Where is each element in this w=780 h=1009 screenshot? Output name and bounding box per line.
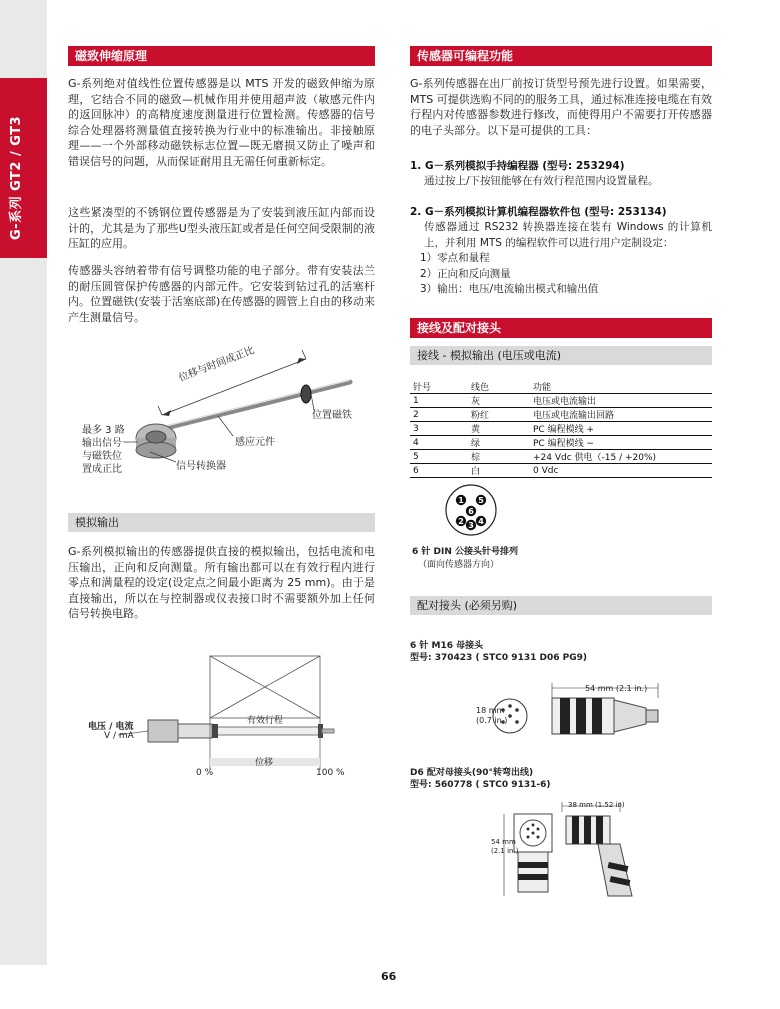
paragraph-head: 传感器头容纳着带有信号调整功能的电子部分。带有安装法兰的耐压圆管保护传感器的内部元件。它安装到钻过孔的活塞杆内。位置磁铁(安装于活塞底部)在传感器的圆管上自由的移动来产生测量信号。: [68, 264, 375, 324]
dim-line: 54 mm: [491, 838, 516, 846]
sensor-head: [136, 424, 176, 458]
connector-1-model: 型号: 370423 ( STC0 9131 D06 PG9): [410, 653, 587, 663]
cell-color: 黄: [468, 422, 530, 436]
label-position-magnet: 位置磁铁: [312, 410, 352, 421]
label-displacement: 位移: [255, 758, 274, 768]
position-magnet: [301, 385, 311, 403]
table-row: [410, 436, 712, 450]
cell-function: 电压或电流输出回路: [530, 408, 712, 422]
label-effective-stroke: 有效行程: [247, 716, 284, 726]
connector-2-width: 38 mm (1.52 in): [568, 801, 625, 809]
din-caption: 6 针 DIN 公接头针号排列: [412, 547, 519, 557]
cell-color: 白: [468, 464, 530, 478]
label-outputs-line: 与磁铁位: [82, 451, 122, 462]
connector-1-diameter: [476, 706, 507, 726]
heading-analog-output: 模拟输出: [68, 513, 375, 532]
table-row: [410, 464, 712, 478]
dim-line: 18 mm: [476, 706, 505, 715]
label-zero-percent: 0 %: [196, 768, 214, 778]
cell-pin: 5: [410, 450, 468, 464]
connector-1-title: 6 针 M16 母接头: [410, 641, 484, 651]
tool-2-body: 传感器通过 RS232 转换器连接在装有 Windows 的计算机上，并利用 MTS 的编程软件可以进行用户定制设定：: [424, 221, 712, 249]
connector-2-model: 型号: 560778 ( STC0 9131-6): [410, 780, 551, 790]
label-voltage-current: 电压 / 电流: [88, 722, 134, 732]
dim-line: (0.7 in.): [476, 716, 508, 725]
cell-pin: 4: [410, 436, 468, 450]
analog-output-diagram: [68, 650, 375, 780]
paragraph-programmable: G-系列传感器在出厂前按订货型号预先进行设置。如果需要，MTS 可提供选购不同的的服务工具，通过标准连接电缆在有效行程内对传感器参数进行修改，而使得用户不需要打开传感器的电子头部分。以下是可提供的工具：: [410, 77, 712, 137]
wiring-table-header: [410, 380, 712, 394]
cell-pin: 1: [410, 394, 468, 408]
cell-pin: 6: [410, 464, 468, 478]
cell-function: 电压或电流输出: [530, 394, 712, 408]
connector-2-side: [566, 816, 632, 896]
col-color: 线色: [468, 380, 530, 394]
cell-pin: 3: [410, 422, 468, 436]
din-pin-label: 2: [458, 517, 464, 526]
label-units: V / mA: [104, 731, 134, 741]
cell-function: PC 编程模线 +: [530, 422, 712, 436]
label-sensing-element: 感应元件: [235, 437, 275, 448]
label-hundred-percent: 100 %: [316, 768, 345, 778]
page-number: 66: [381, 970, 397, 983]
din-pin-label: 6: [468, 507, 474, 516]
din-caption-sub: （面向传感器方向）: [418, 560, 500, 570]
label-outputs-line: 输出信号: [82, 438, 122, 449]
tool-2-list: [420, 251, 708, 298]
table-row: [410, 450, 712, 464]
label-outputs: [82, 424, 125, 476]
label-signal-converter: 信号转换器: [176, 461, 226, 472]
heading-magnetostriction: 磁致伸缩原理: [68, 46, 375, 66]
connector-1-length: 54 mm (2.1 in.): [585, 684, 648, 693]
cell-color: 粉红: [468, 408, 530, 422]
table-row: [410, 408, 712, 422]
heading-wiring: 接线及配对接头: [410, 318, 712, 338]
tool-1-title: 1. G－系列模拟手持编程器 (型号: 253294): [410, 160, 625, 172]
cell-color: 绿: [468, 436, 530, 450]
label-outputs-line: 置成正比: [82, 464, 122, 475]
range-box: [210, 656, 320, 718]
din-pin-label: 4: [478, 517, 484, 526]
label-outputs-line: 最多 3 路: [82, 425, 125, 436]
paragraph-design: 这些紧凑型的不锈钢位置传感器是为了安装到液压缸内部而设计的，尤其是为了那些U型头液压缸或者是任何空间受限制的液压缸的应用。: [68, 206, 375, 250]
tool-2-title: 2. G－系列模拟计算机编程器软件包 (型号: 253134): [410, 206, 667, 218]
dim-line: (2.1 in.): [491, 847, 519, 855]
cell-function: +24 Vdc 供电（-15 / +20%): [530, 450, 712, 464]
din-pinout-diagram: [445, 484, 497, 536]
subheading-mating-connectors: 配对接头 (必须另购): [410, 596, 712, 615]
tool-2-list-item: 3）输出：电压/电流输出模式和输出值: [420, 283, 599, 295]
label-displacement-time: 位移与时间成正比: [177, 345, 257, 385]
cell-function: PC 编程模线 −: [530, 436, 712, 450]
col-function: 功能: [530, 380, 712, 394]
paragraph-analog: G-系列模拟输出的传感器提供直接的模拟输出，包括电流和电压输出，正向和反向测量。所有输出都可以在有效行程内进行零点和满量程的设定(设定点之间最小距离为 25 mm)。由于是直接输出，所以在与控制器或仪表接口时不需要额外加上任何信号转换电路。: [68, 545, 375, 620]
connector-2-height: [491, 838, 518, 856]
connector-side: [552, 698, 658, 734]
tool-2-list-item: 2）正向和反向测量: [420, 267, 511, 280]
tool-2-list-item: 1）零点和量程: [420, 252, 490, 264]
wiring-table: [410, 380, 712, 478]
din-pin-label: 1: [458, 496, 464, 505]
table-row: [410, 394, 712, 408]
cell-pin: 2: [410, 408, 468, 422]
din-pin-label: 3: [468, 521, 474, 530]
heading-programmable: 传感器可编程功能: [410, 46, 712, 66]
side-tab-label: G-系列 GT2 / GT3: [9, 115, 24, 240]
din-pin-label: 5: [478, 496, 484, 505]
tool-1-body: 通过按上/下按钮能够在有效行程范围内设置量程。: [424, 175, 659, 187]
paragraph-principle: G-系列绝对值线性位置传感器是以 MTS 开发的磁致伸缩为原理，它结合不同的磁致—机械作用并使用超声波（敏感元件内的返回脉冲）的高精度速度测量进行位置检测。传感器的信号综合处理器将测量值直接转换为行业中的标准输出。非接触原理——一个外部移动磁铁标志位置—既无磨损又防止了噪声和错误信号的问题，从而保证耐用且无需任何重新标定。: [68, 77, 375, 168]
table-row: [410, 422, 712, 436]
col-pin: 针号: [410, 380, 468, 394]
cell-color: 灰: [468, 394, 530, 408]
subheading-wiring-analog: 接线 - 模拟输出 (电压或电流): [410, 346, 712, 365]
cell-color: 棕: [468, 450, 530, 464]
connector-2-front: [514, 814, 552, 892]
cell-function: 0 Vdc: [530, 464, 712, 478]
sensor-body: [148, 720, 334, 742]
connector-2-title: D6 配对母接头(90°转弯出线): [410, 768, 534, 778]
